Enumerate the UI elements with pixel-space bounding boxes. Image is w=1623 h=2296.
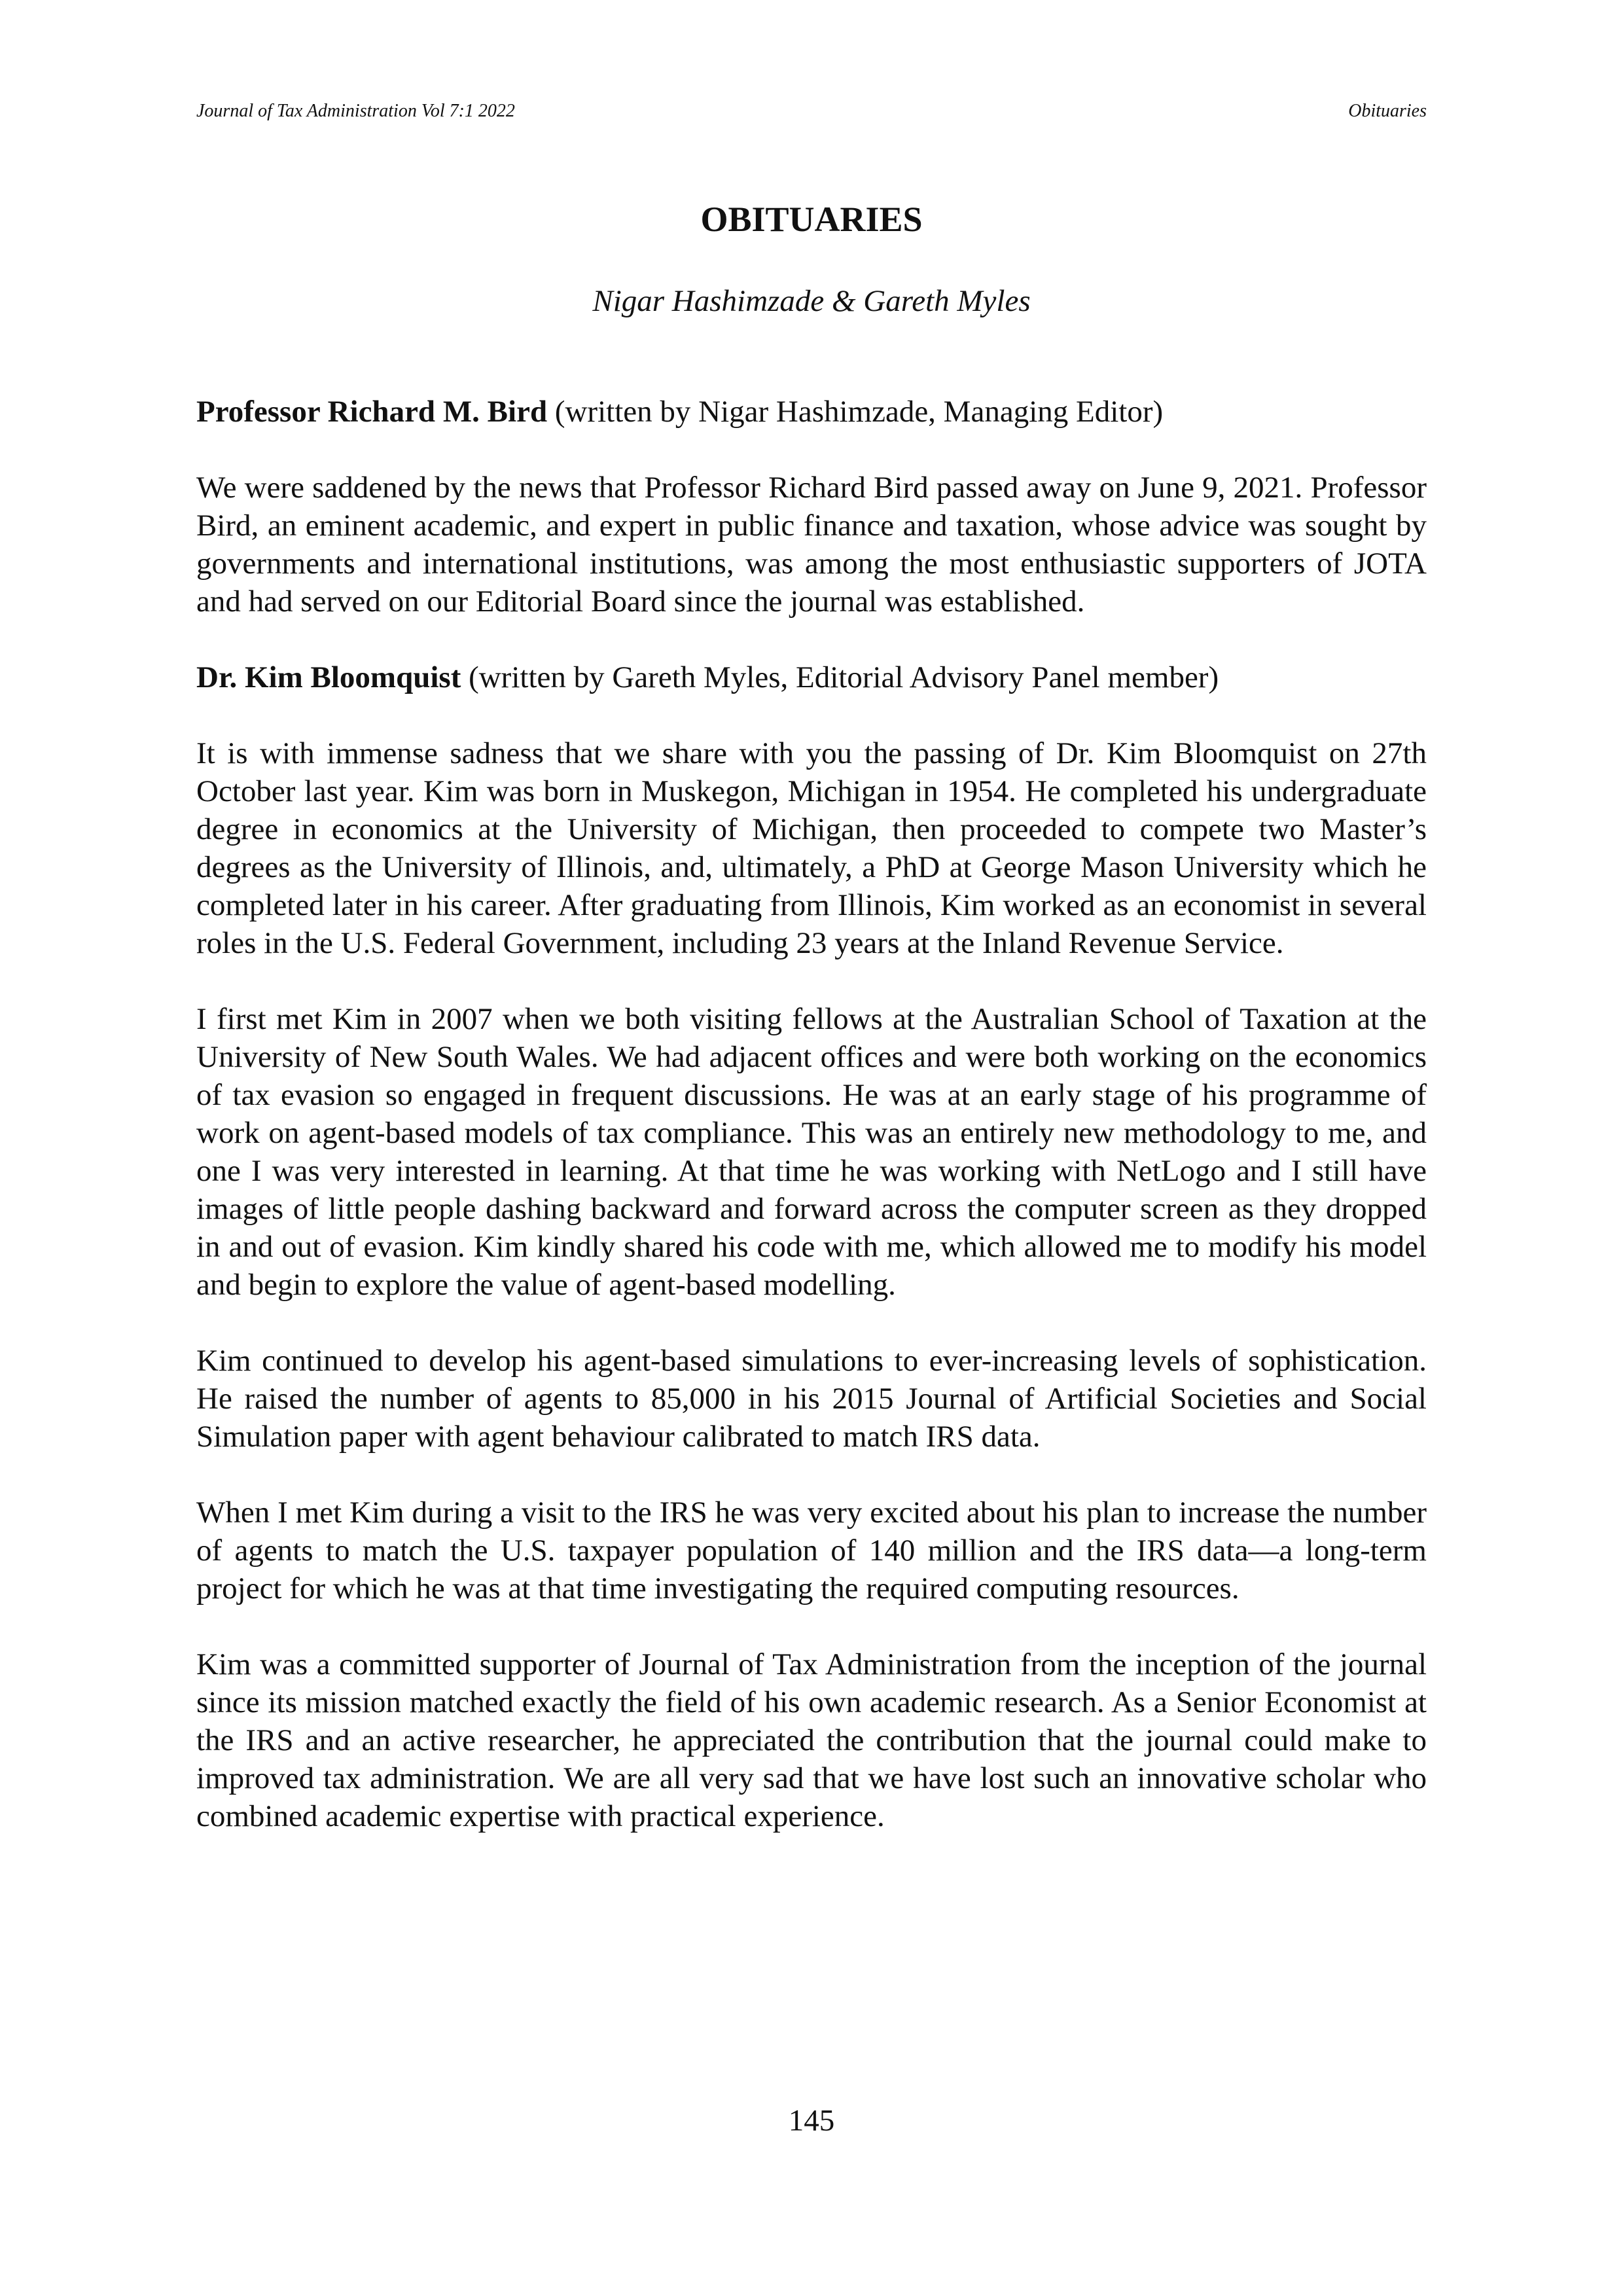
paragraph: Kim continued to develop his agent-based simulations to ever-increasing levels of sophistication. He raised the number of agents to 85,000 in his 2015 Journal of Artificial Societies and Social Simulation paper with agent behaviour calibrated to match IRS data. — [196, 1344, 1427, 1454]
paragraph: I first met Kim in 2007 when we both visiting fellows at the Australian School of Taxation at the University of New South Wales. We had adjacent offices and were both working on the economics of tax evasion so engaged in frequent discussions. He was at an early stage of his programme of work on agent-based models of tax compliance. This was an entirely new methodology to me, and one I was very interested in learning. At that time he was working with NetLogo and I still have images of little people dashing backward and forward across the computer screen as they dropped in and out of evasion. Kim kindly shared his code with me, which allowed me to modify his model and begin to explore the value of agent-based modelling. — [196, 1002, 1427, 1302]
paragraph: When I met Kim during a visit to the IRS he was very excited about his plan to increase the number of agents to match the U.S. taxpayer population of 140 million and the IRS data—a long-term project for which he was at that time investigating the required computing resources. — [196, 1496, 1427, 1605]
page-number: 145 — [788, 2104, 835, 2138]
running-header — [196, 98, 1427, 124]
paragraph: It is with immense sadness that we share with you the passing of Dr. Kim Bloomquist on 27th October last year. Kim was born in Muskegon, Michigan in 1954. He completed his undergraduate degree in economics at the University of Michigan, then proceeded to compete two Master’s degrees as the University of Illinois, and, ultimately, a PhD at George Mason University which he completed later in his career. After graduating from Illinois, Kim worked as an economist in several roles in the U.S. Federal Government, including 23 years at the Inland Revenue Service. — [196, 736, 1427, 960]
section-name: Obituaries — [1348, 101, 1427, 121]
obituary-heading — [196, 393, 1427, 431]
authors: Nigar Hashimzade & Gareth Myles — [592, 284, 1031, 318]
journal-citation: Journal of Tax Administration Vol 7:1 2022 — [196, 101, 515, 121]
obituary-name: Professor Richard M. Bird — [196, 395, 548, 429]
paragraph: Kim was a committed supporter of Journal of Tax Administration from the inception of the journal since its mission matched exactly the field of his own academic research. As a Senior Economist at the IRS and an active researcher, he appreciated the contribution that the journal could make to improved tax administration. We are all very sad that we have lost such an innovative scholar who combined academic expertise with practical experience. — [196, 1647, 1427, 1833]
page-title: OBITUARIES — [700, 200, 923, 239]
obituary-byline: (written by Gareth Myles, Editorial Advisory Panel member) — [461, 660, 1219, 694]
obituary-name: Dr. Kim Bloomquist — [196, 660, 461, 694]
obituary-byline: (written by Nigar Hashimzade, Managing Editor) — [547, 395, 1164, 429]
obituary-heading — [196, 658, 1427, 696]
article-body — [196, 393, 1427, 1873]
paragraph: We were saddened by the news that Professor Richard Bird passed away on June 9, 2021. Professor Bird, an eminent academic, and expert in public finance and taxation, whose advice was sought by governments and international institutions, was among the most enthusiastic supporters of JOTA and had served on our Editorial Board since the journal was established. — [196, 471, 1427, 619]
